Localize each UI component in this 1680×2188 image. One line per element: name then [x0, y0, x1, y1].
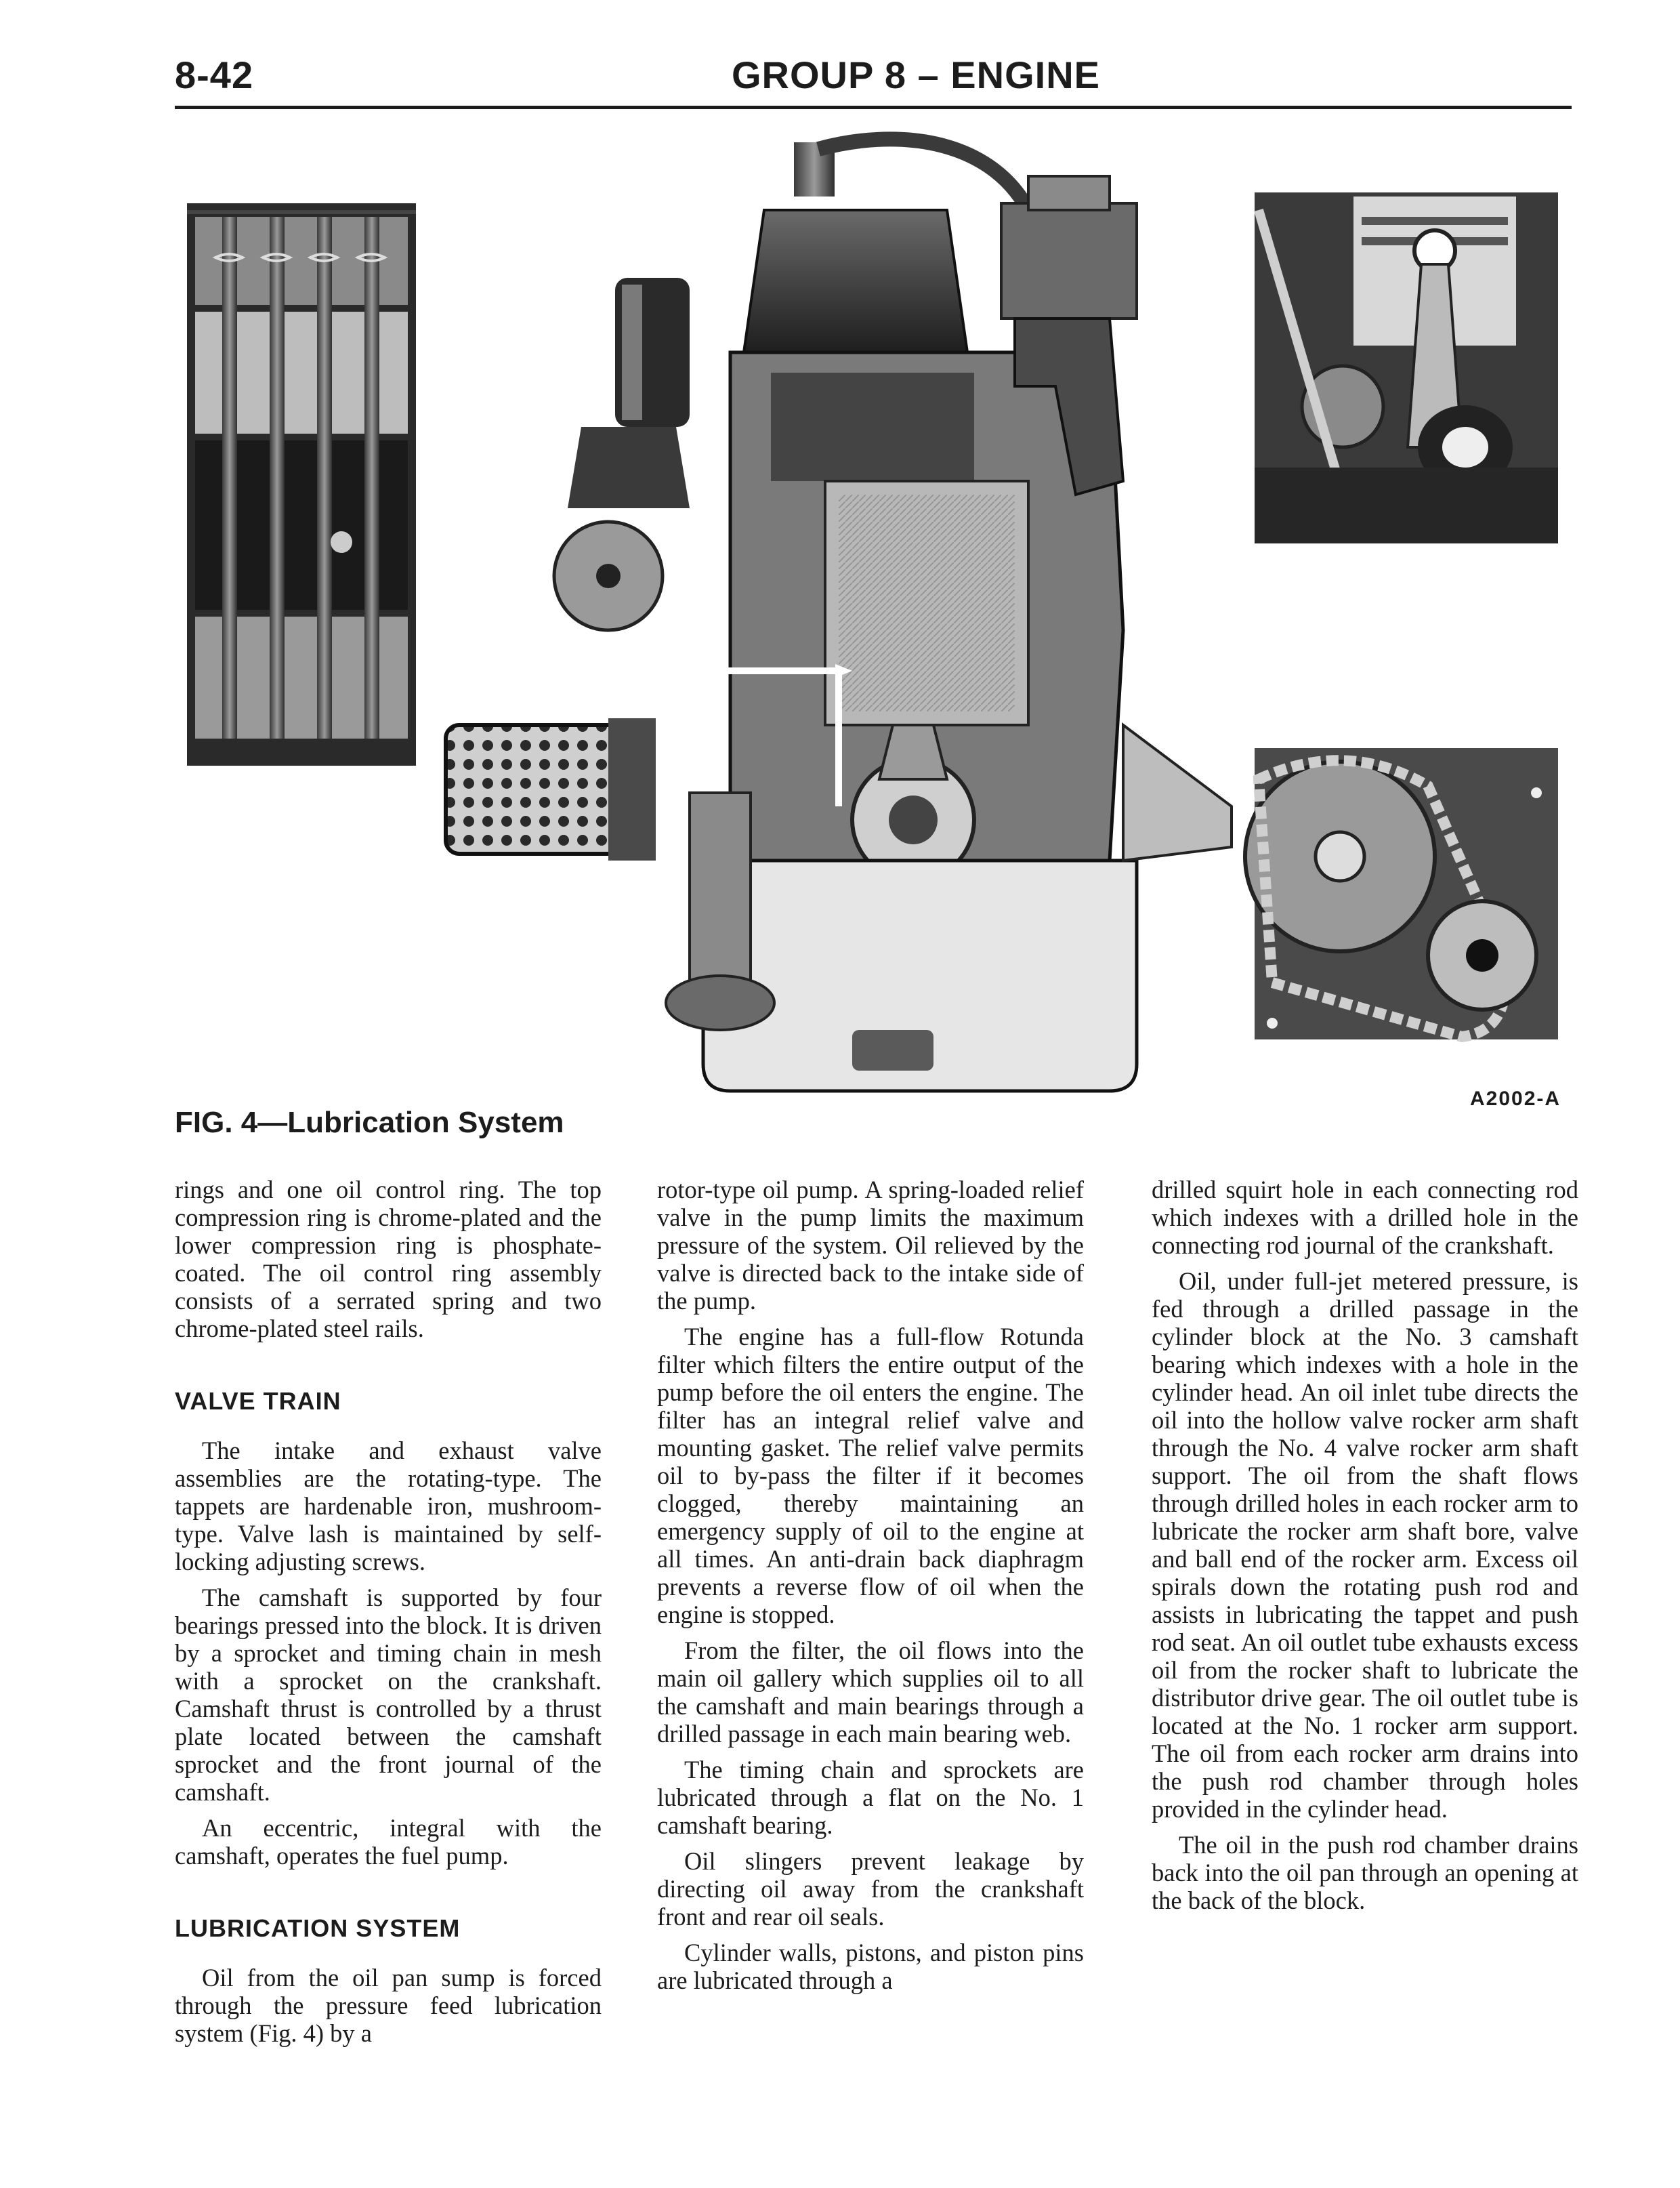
paragraph: The oil in the push rod chamber drains back into the oil pan through an opening at the back of the block. [1152, 1831, 1578, 1914]
paragraph: rings and one oil control ring. The top compression ring is chrome-plated and the lower compression ring is phosphate-coated. The oil control ring assembly consists of a serrated spring and two chrome-plated steel rails. [175, 1176, 602, 1342]
paragraph: drilled squirt hole in each connecting rod which indexes with a drilled hole in the connecting rod journal of the crankshaft. [1152, 1176, 1578, 1259]
valve-train-inset [187, 203, 416, 766]
paragraph: The engine has a full-flow Rotunda filter which filters the entire output of the pump before the oil enters the engine. The filter has an integral relief valve and mounting gasket. The relief valve permits oil to by-pass the filter if it becomes clogged, thereby maintaining an emergency supply of oil to the engine at all times. An anti-drain back diaphragm prevents a reverse flow of oil when the engine is stopped. [657, 1323, 1084, 1628]
section-heading: VALVE TRAIN [175, 1387, 341, 1415]
paragraph: The intake and exhaust valve assemblies are the rotating-type. The tappets are hardenable iron, mushroom-type. Valve lash is maintained by self-locking adjusting screws. [175, 1437, 602, 1575]
group-title: GROUP 8 – ENGINE [732, 54, 1101, 96]
engine-cutaway-illustration [175, 129, 1572, 1111]
paragraph: Oil from the oil pan sump is forced through the pressure feed lubrication system (Fig. 4) by a [175, 1964, 602, 2047]
timing-chain-inset [1245, 748, 1558, 1039]
section-heading: LUBRICATION SYSTEM [175, 1914, 461, 1942]
paragraph: The camshaft is supported by four bearings pressed into the block. It is driven by a sprocket and timing chain in mesh with a sprocket on the crankshaft. Camshaft thrust is controlled by a thrust plate located between the camshaft sprocket and the front journal of the camshaft. [175, 1584, 602, 1806]
paragraph: An eccentric, integral with the camshaft, operates the fuel pump. [175, 1814, 602, 1870]
paragraph: Cylinder walls, pistons, and piston pins are lubricated through a [657, 1939, 1084, 1994]
figure-code: A2002-A [1470, 1088, 1561, 1110]
text-column-2 [657, 1176, 1084, 2002]
figure-caption: FIG. 4—Lubrication System [175, 1106, 564, 1139]
engine-cutaway [446, 139, 1232, 1091]
lubrication-system-figure [175, 129, 1572, 1111]
paragraph: Oil, under full-jet metered pressure, is fed through a drilled passage in the cylinder block at the No. 3 camshaft bearing which indexes with a hole in the cylinder head. An oil inlet tube directs the oil into the hollow valve rocker arm shaft through the No. 4 valve rocker arm shaft support. The oil from the shaft flows through drilled holes in each rocker arm to lubricate the rocker arm shaft bore, valve and ball end of the rocker arm. Excess oil spirals down the rotating push rod and assists in lubricating the tappet and push rod seat. An oil outlet tube exhausts excess oil from the rocker shaft to lubricate the distributor drive gear. The oil outlet tube is located at the No. 1 rocker arm support. The oil from each rocker arm drains into the push rod chamber through holes provided in the cylinder head. [1152, 1267, 1578, 1823]
page-number: 8-42 [175, 54, 254, 96]
paragraph: The timing chain and sprockets are lubricated through a flat on the No. 1 camshaft bearing. [657, 1756, 1084, 1839]
paragraph: Oil slingers prevent leakage by directing oil away from the crankshaft front and rear oil seals. [657, 1847, 1084, 1931]
text-column-1 [175, 1176, 602, 2055]
paragraph: From the filter, the oil flows into the main oil gallery which supplies oil to all the camshaft and main bearings through a drilled passage in each main bearing web. [657, 1636, 1084, 1748]
page-header [175, 53, 1570, 107]
paragraph: rotor-type oil pump. A spring-loaded relief valve in the pump limits the maximum pressure of the system. Oil relieved by the valve is directed back to the intake side of the pump. [657, 1176, 1084, 1315]
header-rule [175, 106, 1572, 109]
piston-inset [1255, 192, 1558, 543]
text-column-3 [1152, 1176, 1578, 1922]
